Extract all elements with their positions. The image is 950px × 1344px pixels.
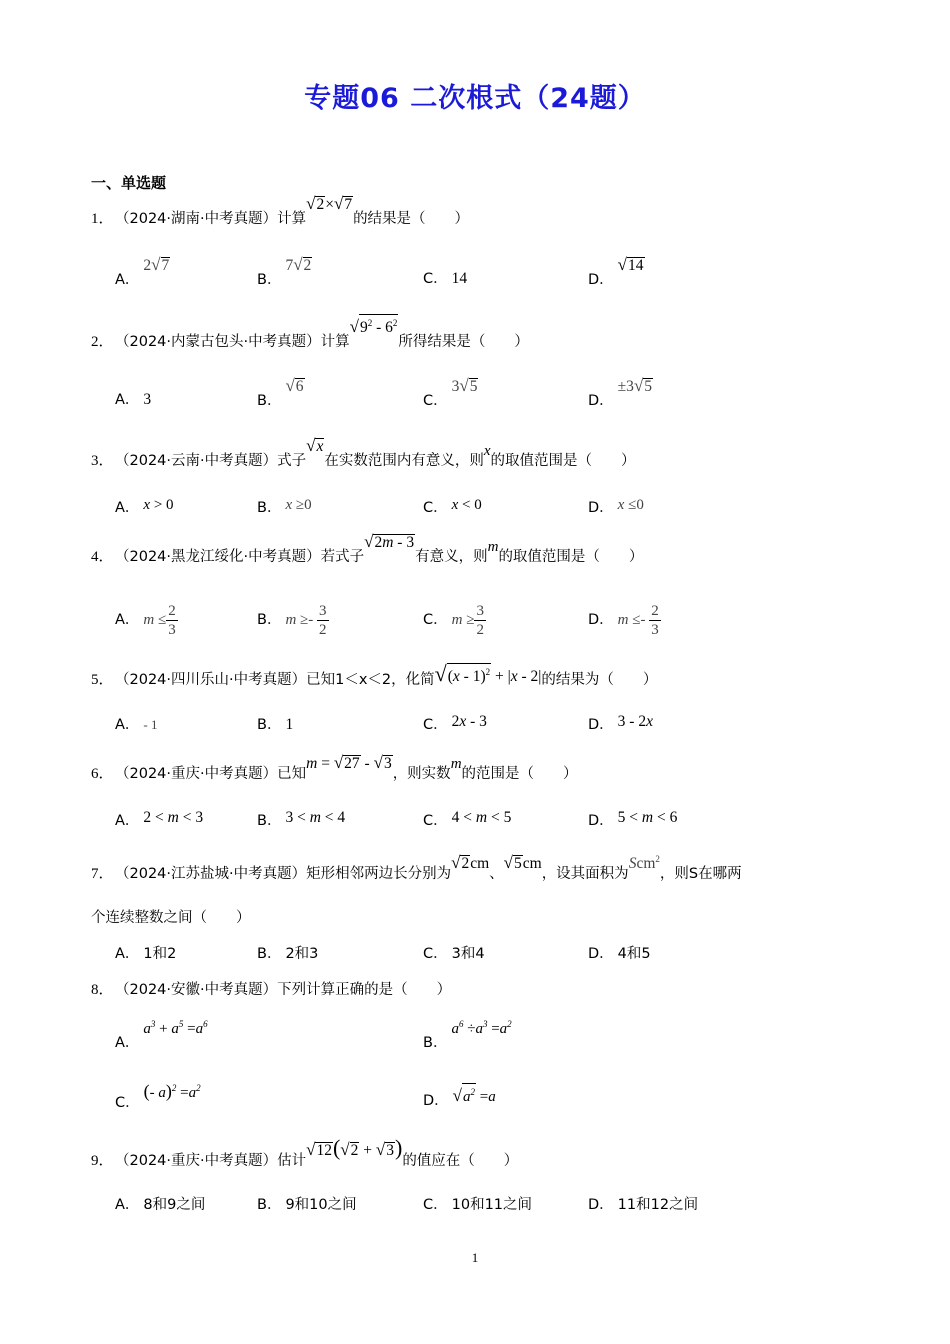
option-label: A．: [115, 1035, 140, 1051]
question-text: 已知1＜x＜2，化简: [306, 672, 435, 689]
option-label: D．: [588, 1197, 614, 1213]
option-5c[interactable]: [423, 714, 487, 736]
question-source: （2024·安徽·中考真题）: [115, 982, 278, 998]
option-6a[interactable]: [115, 810, 203, 832]
option-label: C．: [423, 500, 448, 516]
option-value: x ≤0: [617, 497, 644, 513]
question-variable: m: [450, 756, 462, 772]
option-value: m ≥ $\frac{3}{2}$: [451, 603, 484, 638]
question-number: 2．: [91, 334, 114, 351]
option-value: $a^6 \div a^3 =a^2$: [451, 1019, 512, 1037]
option-value: m ≤- $\frac{2}{3}$: [617, 603, 659, 638]
option-label: B．: [257, 946, 282, 962]
option-8d[interactable]: [423, 1087, 496, 1112]
option-label: D．: [588, 611, 614, 628]
option-value: 3: [143, 391, 152, 408]
option-2b[interactable]: [257, 376, 305, 412]
option-9c[interactable]: [423, 1194, 532, 1216]
question-expression: √2cm: [451, 853, 490, 873]
option-label: D．: [588, 272, 614, 288]
option-value: $√a^2 =a$: [453, 1089, 496, 1105]
question-source: （2024·重庆·中考真题）: [115, 1153, 278, 1169]
option-label: D．: [588, 813, 614, 829]
question-text: 的结果为（ ）: [541, 672, 658, 689]
option-label: A．: [115, 717, 140, 733]
option-label: C．: [423, 1197, 448, 1213]
option-value: 4 < m < 5: [451, 809, 512, 826]
option-1c[interactable]: [423, 268, 467, 290]
question-5: [91, 661, 658, 691]
option-7c[interactable]: [423, 943, 485, 965]
option-label: A．: [115, 272, 140, 288]
question-text: 的取值范围是（ ）: [498, 549, 644, 565]
option-value: $a^3 + a^5 =a^6$: [143, 1019, 208, 1037]
page-title: 专题06 二次根式（24题）: [304, 83, 646, 114]
option-label: D．: [588, 946, 614, 962]
question-variable: m: [487, 539, 499, 555]
option-value: 9和10之间: [285, 1197, 357, 1213]
option-9a[interactable]: [115, 1194, 205, 1216]
option-6c[interactable]: [423, 810, 511, 832]
option-4b[interactable]: [257, 602, 329, 639]
question-4: [91, 532, 644, 568]
option-value: x < 0: [451, 497, 482, 513]
option-4d[interactable]: [588, 602, 661, 639]
question-text: 若式子: [320, 549, 365, 565]
option-8b[interactable]: [423, 1019, 512, 1054]
question-text: 已知: [277, 766, 307, 782]
option-value: ±3√5: [617, 376, 653, 395]
option-label: A．: [115, 1197, 140, 1213]
option-value: m ≥- $\frac{3}{2}$: [285, 603, 327, 638]
option-label: B．: [257, 500, 282, 516]
question-number: 5．: [91, 672, 114, 689]
option-label: B．: [257, 717, 282, 733]
question-number: 8．: [91, 982, 114, 998]
question-source: （2024·江苏盐城·中考真题）: [115, 866, 307, 883]
option-value: 2x - 3: [451, 713, 487, 730]
question-text: 个连续整数之间（ ）: [91, 910, 251, 926]
question-number: 9．: [91, 1153, 114, 1169]
question-text: 计算: [320, 334, 350, 351]
option-3d[interactable]: [588, 497, 644, 519]
page-number: 1: [471, 1250, 479, 1265]
option-value: 7√2: [285, 255, 312, 274]
question-expression: $√9^2 - 6^2$: [350, 314, 399, 339]
question-text: 的范围是（ ）: [461, 766, 578, 782]
question-number: 6．: [91, 766, 114, 782]
question-text: ，设其面积为: [541, 866, 629, 883]
question-source: （2024·四川乐山·中考真题）: [115, 672, 307, 689]
option-value: m ≤ $\frac{2}{3}$: [143, 603, 176, 638]
option-label: A．: [115, 611, 140, 628]
question-expression-2: √5cm: [503, 853, 542, 873]
option-value: x ≥0: [285, 497, 312, 513]
option-value: √6: [285, 376, 304, 395]
option-label: B．: [257, 813, 282, 829]
question-text: 的取值范围是（ ）: [490, 453, 636, 469]
question-expression: √12(√2 + √3): [306, 1135, 403, 1160]
option-value: 2√7: [143, 255, 170, 274]
option-label: C．: [423, 271, 448, 287]
option-label: A．: [115, 813, 140, 829]
question-text: 在实数范围内有意义，则: [324, 453, 484, 469]
option-6b[interactable]: [257, 810, 345, 832]
question-variable: x: [483, 443, 491, 459]
option-4a[interactable]: [115, 602, 178, 639]
option-label: D．: [423, 1093, 449, 1109]
option-5d[interactable]: [588, 714, 653, 736]
option-9d[interactable]: [588, 1194, 698, 1216]
question-text: 所得结果是（ ）: [398, 334, 529, 351]
option-value: 8和9之间: [143, 1197, 206, 1213]
option-value: 4和5: [617, 946, 651, 962]
question-source: （2024·云南·中考真题）: [115, 453, 278, 469]
option-label: B．: [257, 1197, 282, 1213]
option-value: 3√5: [451, 376, 478, 395]
question-1: [91, 194, 470, 230]
option-value: 5 < m < 6: [617, 809, 678, 826]
option-label: D．: [588, 717, 614, 733]
question-source: （2024·重庆·中考真题）: [115, 766, 278, 782]
question-text: 矩形相邻两边长分别为: [306, 866, 452, 883]
question-expression: m = √27 - √3: [306, 753, 392, 772]
option-value: 14: [451, 270, 468, 287]
question-text: 、: [489, 866, 504, 883]
question-expression-3: Scm$^2$: [628, 854, 660, 873]
option-1a[interactable]: [115, 255, 170, 291]
option-value: 3和4: [451, 946, 485, 962]
option-label: B．: [423, 1035, 448, 1051]
option-value: 2 < m < 3: [143, 809, 204, 826]
option-value: 1和2: [143, 946, 177, 962]
option-5b[interactable]: [257, 714, 293, 736]
question-2: [91, 317, 529, 353]
option-2a[interactable]: [115, 389, 151, 411]
question-expression: √x: [306, 436, 324, 455]
option-7a[interactable]: [115, 943, 176, 965]
option-label: C．: [423, 946, 448, 962]
question-number: 1．: [91, 211, 114, 227]
section-heading: 一、单选题: [91, 174, 167, 192]
option-6d[interactable]: [588, 810, 677, 832]
option-label: C．: [423, 611, 448, 628]
option-value: x > 0: [143, 497, 174, 513]
question-number: 7．: [91, 866, 114, 883]
option-8c[interactable]: [115, 1081, 201, 1114]
option-value: - 1: [143, 717, 158, 732]
question-8: [91, 979, 451, 1001]
option-4c[interactable]: [423, 602, 486, 639]
question-source: （2024·湖南·中考真题）: [115, 211, 278, 227]
option-value: 3 - 2x: [617, 713, 653, 730]
option-label: A．: [115, 392, 140, 408]
option-5a[interactable]: [115, 714, 158, 736]
question-text: 计算: [277, 211, 307, 227]
option-2c[interactable]: [423, 376, 478, 412]
option-label: B．: [257, 611, 282, 628]
question-6: [91, 753, 578, 785]
question-text: ，则S在哪两: [659, 866, 742, 883]
option-value: √14: [617, 255, 644, 274]
question-text: 下列计算正确的是（ ）: [277, 982, 452, 998]
question-expression: √(x - 1)$^2$ + |x - 2|: [434, 661, 542, 687]
question-expression: √2m - 3: [364, 532, 415, 551]
question-text: 式子: [277, 453, 307, 469]
question-text: 有意义，则: [415, 549, 488, 565]
question-number: 4．: [91, 549, 114, 565]
question-7-continued: [91, 907, 251, 929]
question-text: 估计: [277, 1153, 307, 1169]
option-label: D．: [588, 500, 614, 516]
option-1b[interactable]: [257, 255, 312, 291]
option-7b[interactable]: [257, 943, 318, 965]
option-value: 1: [285, 716, 294, 733]
option-value: 10和11之间: [451, 1197, 533, 1213]
option-label: A．: [115, 946, 140, 962]
option-8a[interactable]: [115, 1019, 208, 1054]
question-text: ，则实数: [392, 766, 451, 782]
question-number: 3．: [91, 453, 114, 469]
option-label: C．: [423, 717, 448, 733]
option-value: 3 < m < 4: [285, 809, 346, 826]
question-source: （2024·内蒙古包头·中考真题）: [115, 334, 321, 351]
option-label: B．: [257, 393, 282, 409]
option-label: A．: [115, 500, 140, 516]
option-1d[interactable]: [588, 255, 645, 291]
question-expression: √2×√7: [306, 194, 353, 213]
option-value: 2和3: [285, 946, 319, 962]
question-text: 的结果是（ ）: [353, 211, 470, 227]
question-source: （2024·黑龙江绥化·中考真题）: [115, 549, 321, 565]
option-label: C．: [115, 1095, 140, 1111]
option-label: B．: [257, 272, 282, 288]
option-label: C．: [423, 393, 448, 409]
question-3: [91, 436, 636, 472]
option-label: C．: [423, 813, 448, 829]
question-9: [91, 1135, 519, 1172]
option-2d[interactable]: [588, 376, 653, 412]
option-3b[interactable]: [257, 497, 312, 519]
question-7: [91, 853, 742, 885]
option-label: D．: [588, 393, 614, 409]
question-text: 的值应在（ ）: [402, 1153, 519, 1169]
option-value: 11和12之间: [617, 1197, 699, 1213]
option-7d[interactable]: [588, 943, 651, 965]
option-3a[interactable]: [115, 497, 174, 519]
option-9b[interactable]: [257, 1194, 357, 1216]
option-3c[interactable]: [423, 497, 482, 519]
option-value: (- $a)^2 =a^2$: [143, 1081, 201, 1101]
